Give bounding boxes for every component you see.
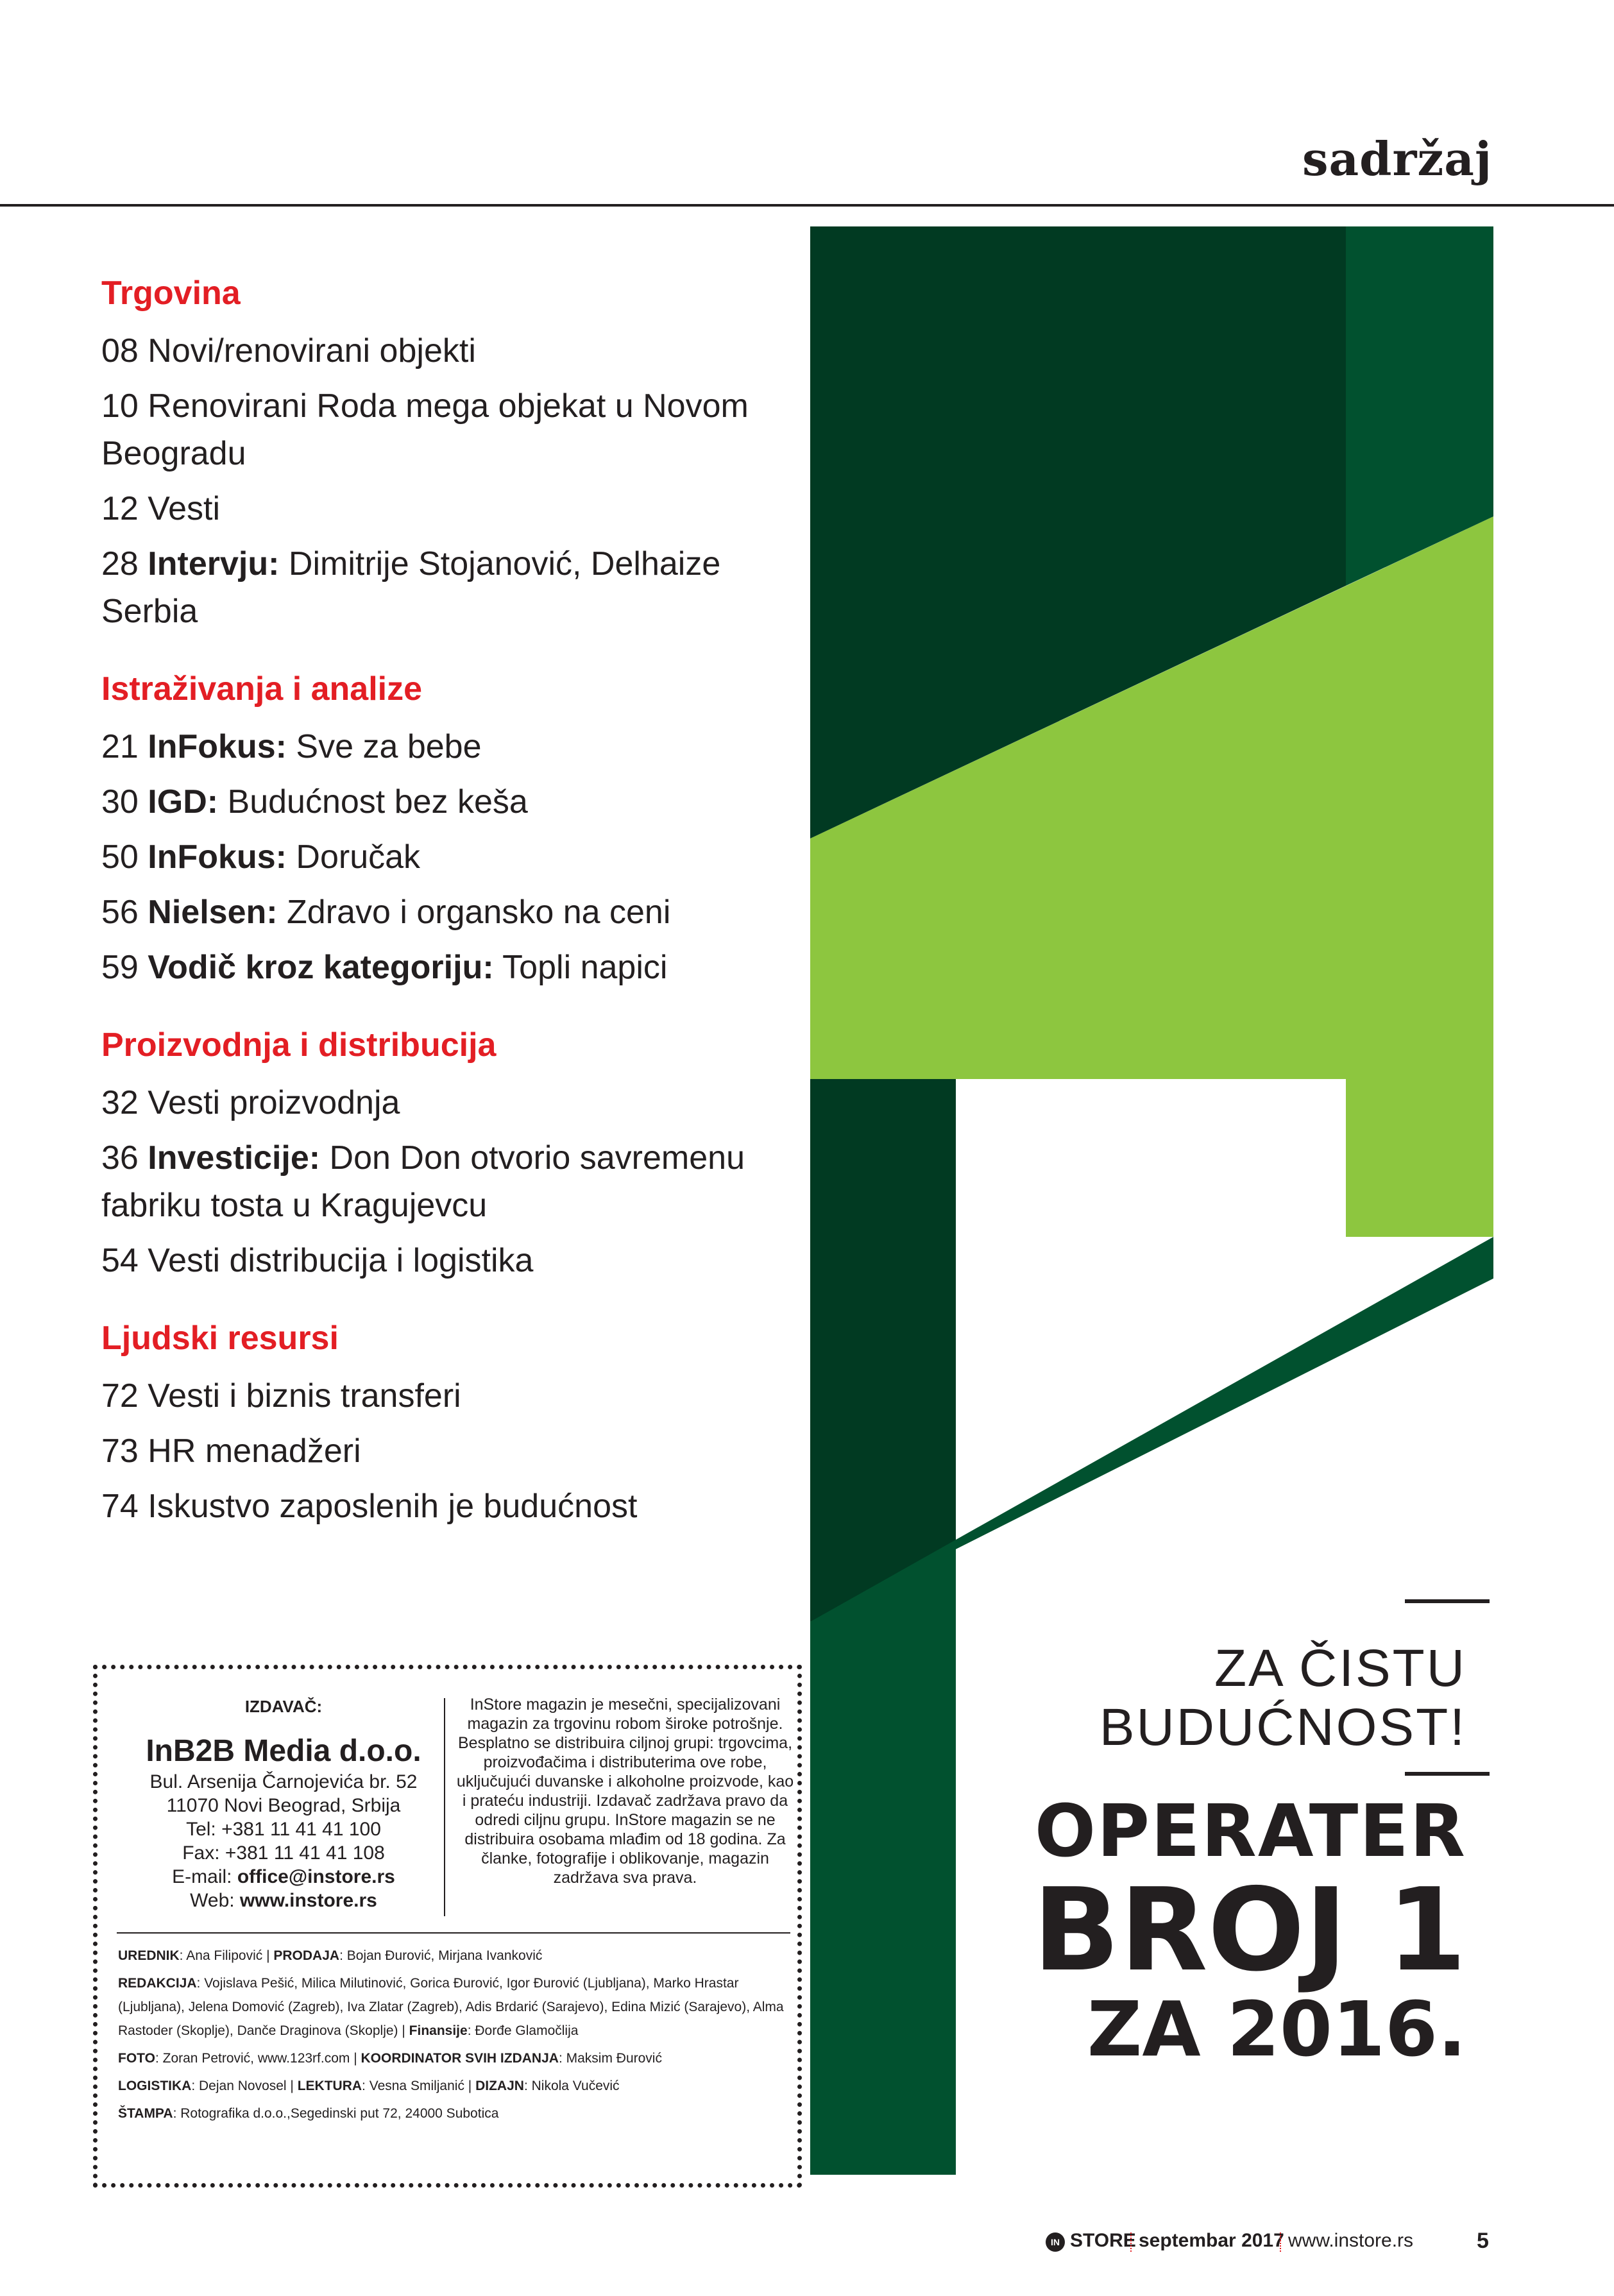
toc-entry-text: Zdravo i organsko na ceni: [287, 894, 671, 931]
toc-section-title: Proizvodnja i distribucija: [101, 1026, 497, 1064]
toc-page-number: 21: [101, 728, 139, 765]
credit-line: ŠTAMPA: Rotografika d.o.o.,Segedinski put 72, 24000 Subotica: [118, 2106, 499, 2121]
publisher-email: [110, 1865, 457, 1889]
toc-entry[interactable]: [101, 1079, 781, 1127]
toc-entry-text: HR menadžeri: [148, 1433, 361, 1470]
ad-slogan: [1100, 1639, 1466, 1757]
toc-entry-text: Iskustvo zaposlenih je budućnost: [148, 1488, 638, 1525]
footer-separator: [1280, 2232, 1282, 2252]
toc-section: [101, 668, 781, 991]
slogan-top-rule: [1405, 1599, 1490, 1603]
credit-names: Vesna Smiljanić: [369, 2079, 464, 2093]
toc-entry-text: Vesti: [148, 490, 221, 527]
toc-entry-label: Nielsen:: [148, 894, 278, 931]
toc-entry-text: Renovirani Roda mega objekat u Novom Beogradu: [101, 387, 749, 472]
toc-entry-label: Vodič kroz kategoriju:: [148, 949, 494, 986]
toc-entry-label: Investicije:: [148, 1139, 321, 1177]
credit-names: Bojan Đurović, Mirjana Ivanković: [346, 1948, 543, 1963]
toc-entry-text: Dimitrije Stojanović, Delhaize Serbia: [101, 545, 721, 630]
credit-line: FOTO: Zoran Petrović, www.123rf.com | KOORDINATOR SVIH IZDANJA: Maksim Đurović: [118, 2051, 662, 2066]
toc-entry[interactable]: [101, 833, 781, 881]
email-link[interactable]: office@instore.rs: [237, 1866, 395, 1887]
toc-entry-text: Don Don otvorio savremenu fabriku tosta u Kragujevcu: [101, 1139, 745, 1224]
web-label: Web:: [190, 1890, 240, 1911]
toc-entry[interactable]: [101, 1134, 781, 1229]
credit-line: LOGISTIKA: Dejan Novosel | LEKTURA: Vesna Smiljanić | DIZAJN: Nikola Vučević: [118, 2079, 620, 2093]
slogan-line-1: ZA ČISTU: [1214, 1639, 1466, 1697]
toc-section-title: Istraživanja i analize: [101, 670, 423, 708]
toc-page-number: 73: [101, 1433, 139, 1470]
toc-page-number: 54: [101, 1242, 139, 1279]
toc-entry-label: InFokus:: [148, 838, 287, 876]
credit-line: UREDNIK: Ana Filipović | PRODAJA: Bojan Đurović, Mirjana Ivanković: [118, 1948, 543, 1963]
toc-entry-text: Topli napici: [502, 949, 668, 986]
ad-headline: [1033, 1790, 1466, 2071]
toc-entry-text: Novi/renovirani objekti: [148, 332, 476, 370]
web-link[interactable]: www.instore.rs: [239, 1890, 377, 1911]
credit-role: ŠTAMPA: [118, 2106, 173, 2121]
banner-dark-green-bottom: [810, 1079, 956, 1622]
credit-role: LEKTURA: [297, 2079, 362, 2093]
credit-line: REDAKCIJA: Vojislava Pešić, Milica Milutinović, Gorica Đurović, Igor Đurović (Ljubljana), Marko Hrastar (Ljubljana), Jelena Domović (Zagreb), Iva Zlatar (Zagreb), Adis Brdarić (Sarajevo), Edina Mizić (Sarajevo), Alma Rastoder (Skoplje), Danče Draginova (Skoplje) | Finansije: Đorđe Glamočlija: [118, 1976, 784, 2038]
toc-entry[interactable]: [101, 723, 781, 770]
credit-role: REDAKCIJA: [118, 1976, 197, 1991]
headline-line-1: OPERATER: [1034, 1790, 1466, 1873]
toc-page-number: 72: [101, 1377, 139, 1415]
headline-line-3: ZA 2016.: [1087, 1985, 1466, 2073]
toc-entry[interactable]: [101, 1372, 781, 1420]
credit-role: PRODAJA: [273, 1948, 340, 1963]
header-rule: [0, 204, 1614, 207]
page-number: 5: [1477, 2229, 1489, 2253]
toc-entry[interactable]: [101, 944, 781, 991]
toc-page-number: 30: [101, 783, 139, 821]
toc-section-title: Trgovina: [101, 275, 241, 312]
toc-entry-label: Intervju:: [148, 545, 280, 583]
toc-page-number: 12: [101, 490, 139, 527]
toc-entry-label: InFokus:: [148, 728, 287, 765]
slogan-bottom-rule: [1405, 1772, 1490, 1776]
email-label: E-mail:: [172, 1866, 237, 1887]
toc-page-number: 36: [101, 1139, 139, 1177]
magazine-about: InStore magazin je mesečni, specijalizovani magazin za trgovinu robom široke potrošnje. Besplatno se distribuira ciljnoj grupi: trgovcima, proizvođačima i distributerima ove robe, uključujući duvanske i alkoholne proizvode, kao i prateću industriji. Izdavač zadržava pravo da odredi ciljnu grupu. InStore magazin se ne distribuira osobama mlađim od 18 godina. Za članke, fotografije i oblikovanje, magazin zadržava sva prava.: [456, 1696, 794, 1887]
toc-entry-text: Budućnost bez keša: [227, 783, 528, 821]
publisher-fax: Fax: +381 11 41 41 108: [182, 1842, 385, 1864]
credit-names: Rotografika d.o.o.,Segedinski put 72, 24000 Subotica: [180, 2106, 499, 2121]
imprint-box: [93, 1665, 802, 2188]
credit-names: Nikola Vučević: [531, 2079, 620, 2093]
toc-entry-text: Vesti i biznis transferi: [148, 1377, 461, 1415]
toc-section-title: Ljudski resursi: [101, 1320, 339, 1357]
publisher-address-2: 11070 Novi Beograd, Srbija: [166, 1795, 401, 1816]
slogan-line-2: BUDUĆNOST!: [1099, 1698, 1466, 1756]
toc-section: [101, 273, 781, 635]
credit-role: FOTO: [118, 2051, 155, 2066]
credit-role: KOORDINATOR SVIH IZDANJA: [361, 2051, 559, 2066]
toc-section: [101, 1318, 781, 1530]
toc-entry[interactable]: [101, 485, 781, 532]
credit-names: Ana Filipović: [186, 1948, 263, 1963]
headline-line-2: BROJ 1: [1032, 1864, 1466, 1996]
toc-page-number: 50: [101, 838, 139, 876]
toc-page-number: 59: [101, 949, 139, 986]
footer-url[interactable]: www.instore.rs: [1288, 2230, 1414, 2251]
footer-issue: septembar 2017: [1139, 2230, 1284, 2251]
footer-separator: [1130, 2232, 1133, 2252]
toc-entry-label: IGD:: [148, 783, 219, 821]
credit-names: Vojislava Pešić, Milica Milutinović, Gorica Đurović, Igor Đurović (Ljubljana), Marko Hrastar (Ljubljana), Jelena Domović (Zagreb), Iva Zlatar (Zagreb), Adis Brdarić (Sarajevo), Edina Mizić (Sarajevo), Alma Rastoder (Skoplje), Danče Draginova (Skoplje): [118, 1976, 784, 2038]
toc-entry-text: Sve za bebe: [296, 728, 482, 765]
toc-page-number: 10: [101, 387, 139, 425]
imprint-rule: [117, 1932, 790, 1934]
credit-names: Maksim Đurović: [566, 2051, 662, 2066]
toc-entry-text: Vesti proizvodnja: [148, 1084, 400, 1121]
toc-entry-text: Doručak: [296, 838, 421, 876]
toc-entry[interactable]: [101, 889, 781, 936]
page-title: sadržaj: [1302, 132, 1492, 186]
toc-entry[interactable]: [101, 778, 781, 826]
toc-entry[interactable]: [101, 327, 781, 375]
toc-page-number: 56: [101, 894, 139, 931]
credit-role: LOGISTIKA: [118, 2079, 192, 2093]
toc-section: [101, 1025, 781, 1284]
toc-entry[interactable]: [101, 382, 781, 477]
publisher-tel: Tel: +381 11 41 41 100: [186, 1819, 381, 1840]
imprint-divider: [444, 1698, 445, 1916]
toc-entry[interactable]: [101, 1427, 781, 1475]
credit-names: Dejan Novosel: [199, 2079, 287, 2093]
toc-page-number: 08: [101, 332, 139, 370]
publisher-info: [110, 1695, 457, 1912]
footer-brand: STORE: [1070, 2230, 1136, 2251]
toc-entry[interactable]: [101, 1483, 781, 1530]
toc-entry-text: Vesti distribucija i logistika: [148, 1242, 534, 1279]
table-of-contents: [101, 273, 781, 1563]
toc-entry[interactable]: [101, 1237, 781, 1284]
credit-role: DIZAJN: [475, 2079, 524, 2093]
staff-credits: [118, 1944, 792, 2129]
toc-page-number: 28: [101, 545, 139, 583]
toc-entry[interactable]: [101, 540, 781, 635]
publisher-web: [110, 1889, 457, 1912]
credit-names: Zoran Petrović, www.123rf.com: [162, 2051, 350, 2066]
publisher-address-1: Bul. Arsenija Čarnojevića br. 52: [149, 1771, 418, 1792]
page-footer: [0, 2226, 1614, 2265]
publisher-company: InB2B Media d.o.o.: [146, 1734, 421, 1768]
credit-role: Finansije: [409, 2023, 468, 2038]
toc-page-number: 74: [101, 1488, 139, 1525]
credit-names: Đorđe Glamočlija: [475, 2023, 579, 2038]
publisher-label: IZDAVAČ:: [244, 1697, 323, 1716]
credit-role: UREDNIK: [118, 1948, 180, 1963]
instore-logo-icon: IN: [1046, 2232, 1065, 2252]
toc-page-number: 32: [101, 1084, 139, 1121]
